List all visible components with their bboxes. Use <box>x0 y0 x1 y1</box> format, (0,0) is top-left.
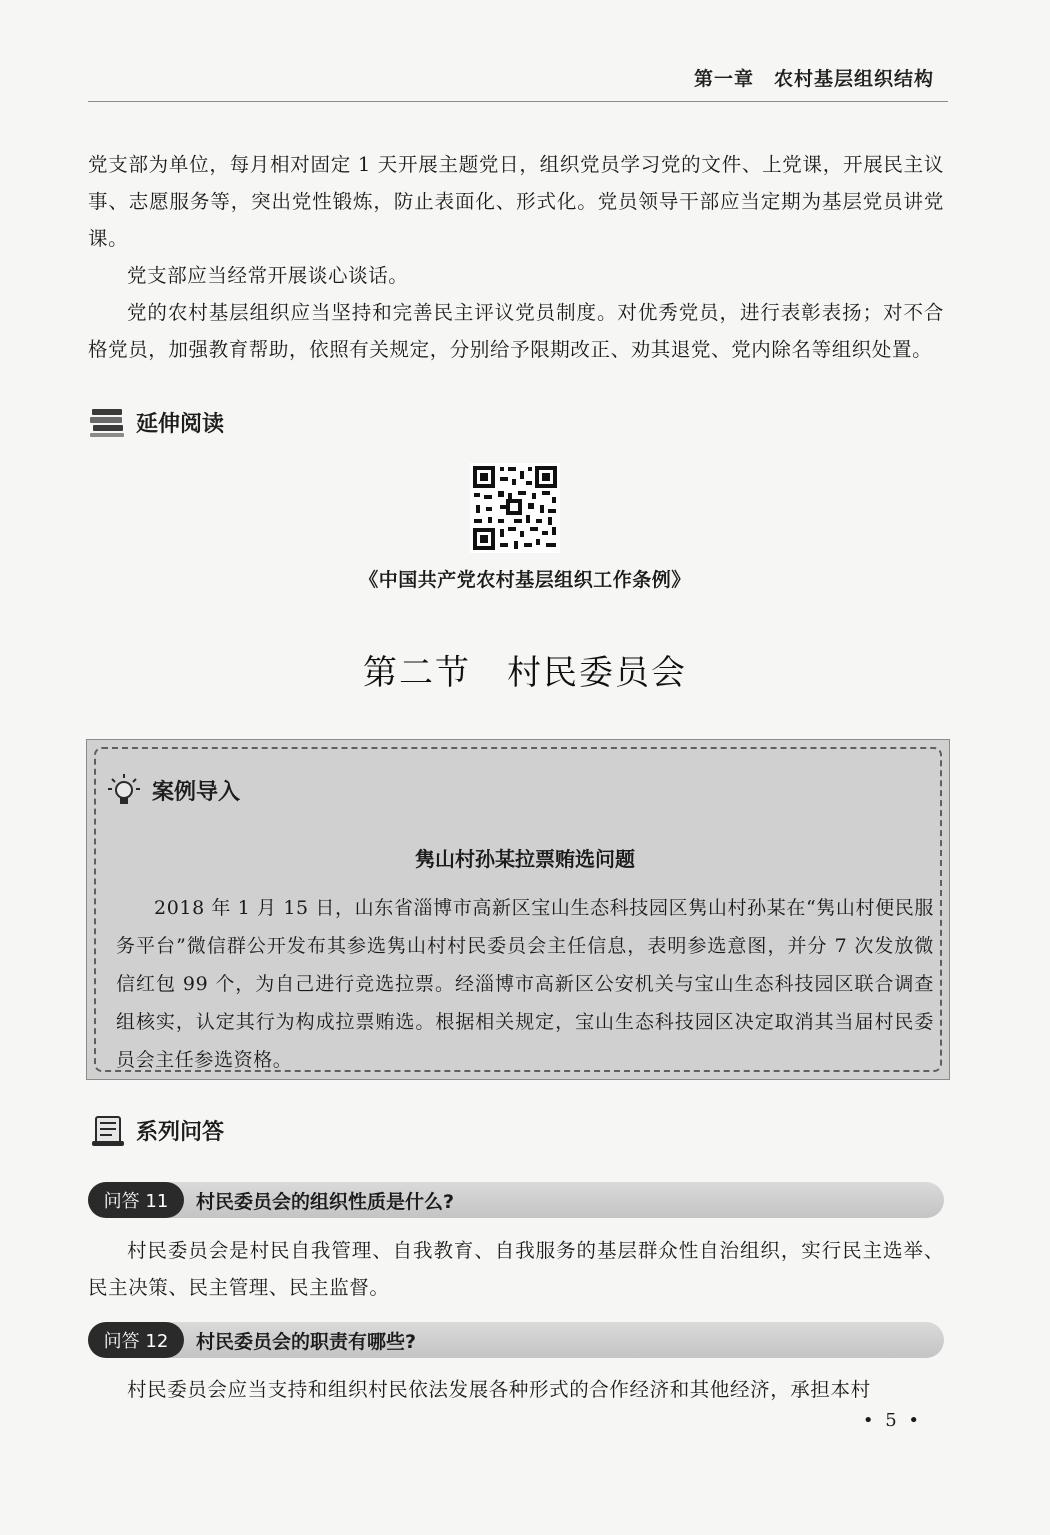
qr-code-icon[interactable] <box>470 463 560 553</box>
case-intro-text: 案例导入 <box>152 779 241 805</box>
extended-reading-label <box>88 402 224 442</box>
qr-caption[interactable]: 《中国共产党农村基层组织工作条例》 <box>359 569 691 591</box>
qa-12-badge: 问答 12 <box>88 1322 184 1358</box>
books-icon <box>88 405 128 439</box>
intro-text <box>88 146 944 368</box>
qa-series-label <box>88 1110 224 1150</box>
intro-paragraph-2: 党支部应当经常开展谈心谈话。 <box>127 264 409 287</box>
qa-12-answer <box>88 1371 944 1408</box>
qa-series-text: 系列问答 <box>136 1119 225 1145</box>
qa-11-badge: 问答 11 <box>88 1182 184 1218</box>
scroll-icon <box>88 1113 128 1147</box>
intro-paragraph-3: 党的农村基层组织应当坚持和完善民主评议党员制度。对优秀党员，进行表彰表扬；对不合格党员，加强教育帮助，依照有关规定，分别给予限期改正、劝其退党、党内除名等组织处置。 <box>88 301 944 361</box>
lightbulb-icon <box>104 773 144 807</box>
extended-reading-text: 延伸阅读 <box>136 411 225 437</box>
running-head: 第一章 农村基层组织结构 <box>693 68 934 90</box>
section-title: 第二节 村民委员会 <box>363 653 687 693</box>
qa-11-bar <box>88 1182 944 1218</box>
qa-12-question: 村民委员会的职责有哪些? <box>196 1330 417 1353</box>
qa-11-answer-text: 村民委员会是村民自我管理、自我教育、自我服务的基层群众性自治组织，实行民主选举、民主决策、民主管理、民主监督。 <box>88 1239 944 1299</box>
case-body <box>116 889 934 1079</box>
case-intro-label <box>104 770 240 810</box>
page-header <box>88 62 948 102</box>
page-number: • 5 • <box>862 1410 922 1431</box>
case-title: 隽山村孙某拉票贿选问题 <box>415 847 635 871</box>
qa-11-answer <box>88 1232 944 1306</box>
intro-paragraph-1: 党支部为单位，每月相对固定 1 天开展主题党日，组织党员学习党的文件、上党课，开展民主议事、志愿服务等，突出党性锻炼，防止表面化、形式化。党员领导干部应当定期为基层党员讲党课。 <box>88 153 944 250</box>
qa-12-answer-text: 村民委员会应当支持和组织村民依法发展各种形式的合作经济和其他经济，承担本村 <box>127 1378 871 1401</box>
qa-11-question: 村民委员会的组织性质是什么? <box>196 1190 455 1213</box>
qa-12-bar <box>88 1322 944 1358</box>
case-paragraph: 2018 年 1 月 15 日，山东省淄博市高新区宝山生态科技园区隽山村孙某在“隽山村便民服务平台”微信群公开发布其参选隽山村村民委员会主任信息，表明参选意图，并分 7 次发放微信红包 99 个，为自己进行竞选拉票。经淄博市高新区公安机关与宝山生态科技园区联合调查组核实，认定其行为构成拉票贿选。根据相关规定，宝山生态科技园区决定取消其当届村民委员会主任参选资格。 <box>116 897 934 1071</box>
